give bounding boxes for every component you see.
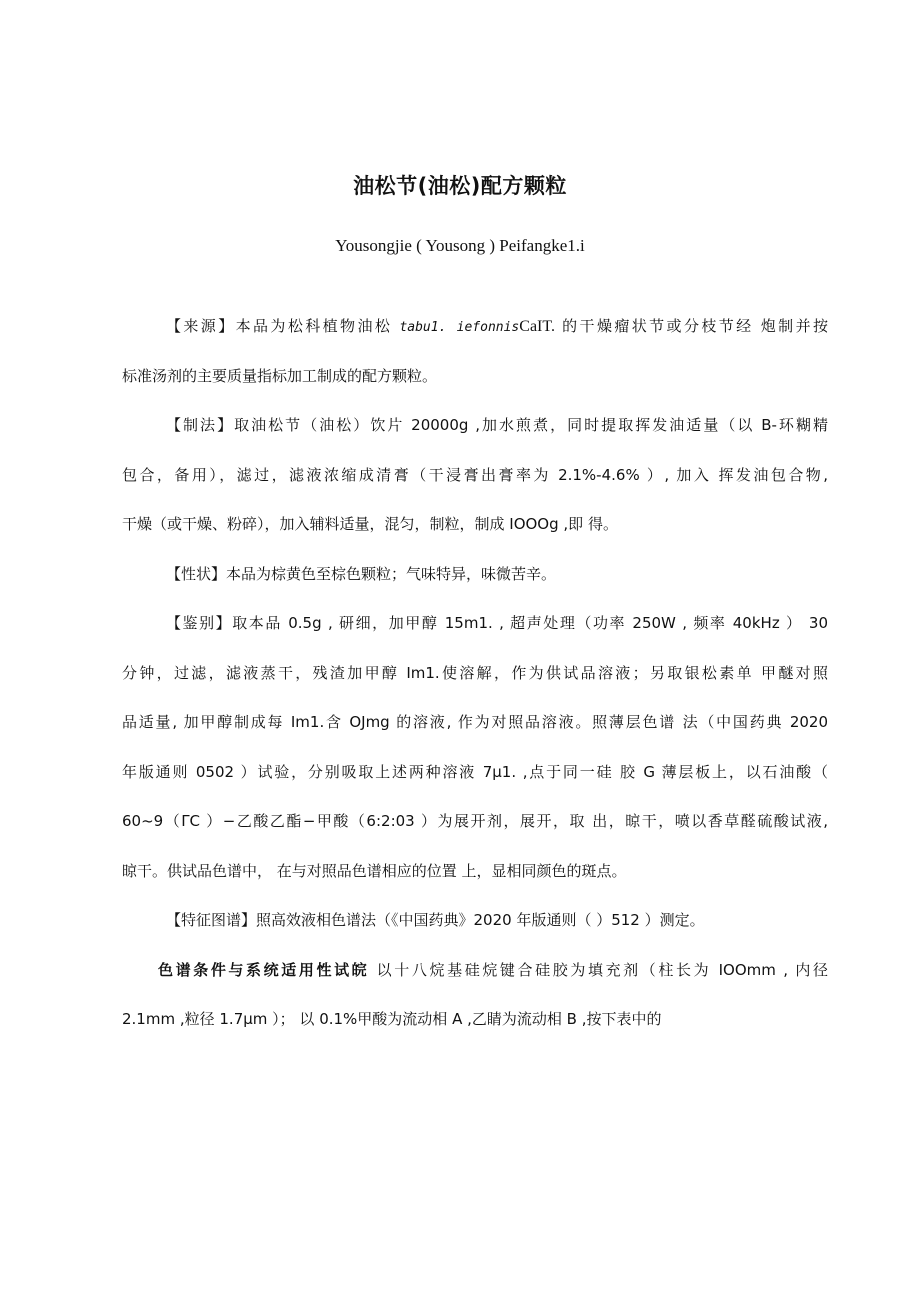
paragraph-line: 干燥（或干燥、粉碎），加入辅料适量，混匀，制粒，制成 IOOOg ,即 得。 [122, 515, 618, 533]
paragraph-line: 标准汤剂的主要质量指标加工制成的配方颗粒。 [122, 366, 438, 385]
document-body [122, 308, 828, 1051]
paragraph-line: 60~9（ΓC ）−乙酸乙酯−甲酸（6:2:03 ）为展开剂，展开，取 出，晾干，喷以香草醛硫酸试液, [122, 812, 828, 830]
latin-author: CaIT. [519, 318, 555, 335]
paragraph-line-properties: 【性状】本品为棕黄色至棕色颗粒；气味特异，味微苦辛。 [166, 564, 557, 583]
paragraph-line: 晾干。供试品色谱中， 在与对照品色谱相应的位置 上，显相同颜色的斑点。 [122, 861, 627, 880]
paragraph-line: 包合，备用），滤过，滤液浓缩成清膏（干浸膏出膏率为 2.1%-4.6% ）, 加入 挥发油包合物, [122, 465, 828, 484]
paragraph-line-method: 【制法】取油松节（油松）饮片 20000g ,加水煎煮，同时提取挥发油适量（以 B-环糊精 [166, 416, 828, 434]
paragraph-line-identification: 【鉴别】取本品 0.5g , 研细，加甲醇 15m1. , 超声处理（功率 250W , 频率 40kHz ） 30 [166, 614, 828, 632]
page-title: 油松节(油松)配方颗粒 [353, 174, 567, 198]
latin-name-italic: tabu1. iefonnis [399, 320, 520, 335]
paragraph-line-chromatography [122, 952, 828, 1002]
chromatography-heading: 色谱条件与系统适用性试皖 [158, 960, 370, 979]
paragraph-line: 年版通则 0502 ）试验，分别吸取上述两种溶液 7μ1. ,点于同一硅 胶 G 薄层板上，以石油酸（ [122, 762, 828, 781]
paragraph-line-source [122, 308, 828, 358]
chromatography-text: 以十八烷基硅烷键合硅胶为填充剂（柱长为 IOOmm , 内径 [369, 960, 828, 979]
paragraph-line: 分钟，过滤，滤液蒸干，残渣加甲醇 Im1.使溶解，作为供试品溶液；另取银松素单 甲醚对照 [122, 663, 828, 682]
paragraph-line-fingerprint: 【特征图谱】照高效液相色谱法（《中国药典》2020 年版通则（ ）512 ）测定。 [166, 911, 705, 929]
paragraph-line: 2.1mm ,粒径 1.7μm ）； 以 0.1%甲酸为流动相 A ,乙睛为流动相 B ,按下表中的 [122, 1010, 662, 1028]
source-label: 【来源】本品为松科植物油松 [166, 317, 400, 335]
source-text: 的干燥瘤状节或分枝节经 炮制并按 [554, 317, 828, 335]
paragraph-line: 品适量, 加甲醇制成每 Im1.含 OJmg 的溶液, 作为对照品溶液。照薄层色谱 法（中国药典 2020 [122, 713, 828, 731]
page-subtitle: Yousongjie ( Yousong ) Peifangke1.i [335, 236, 585, 255]
